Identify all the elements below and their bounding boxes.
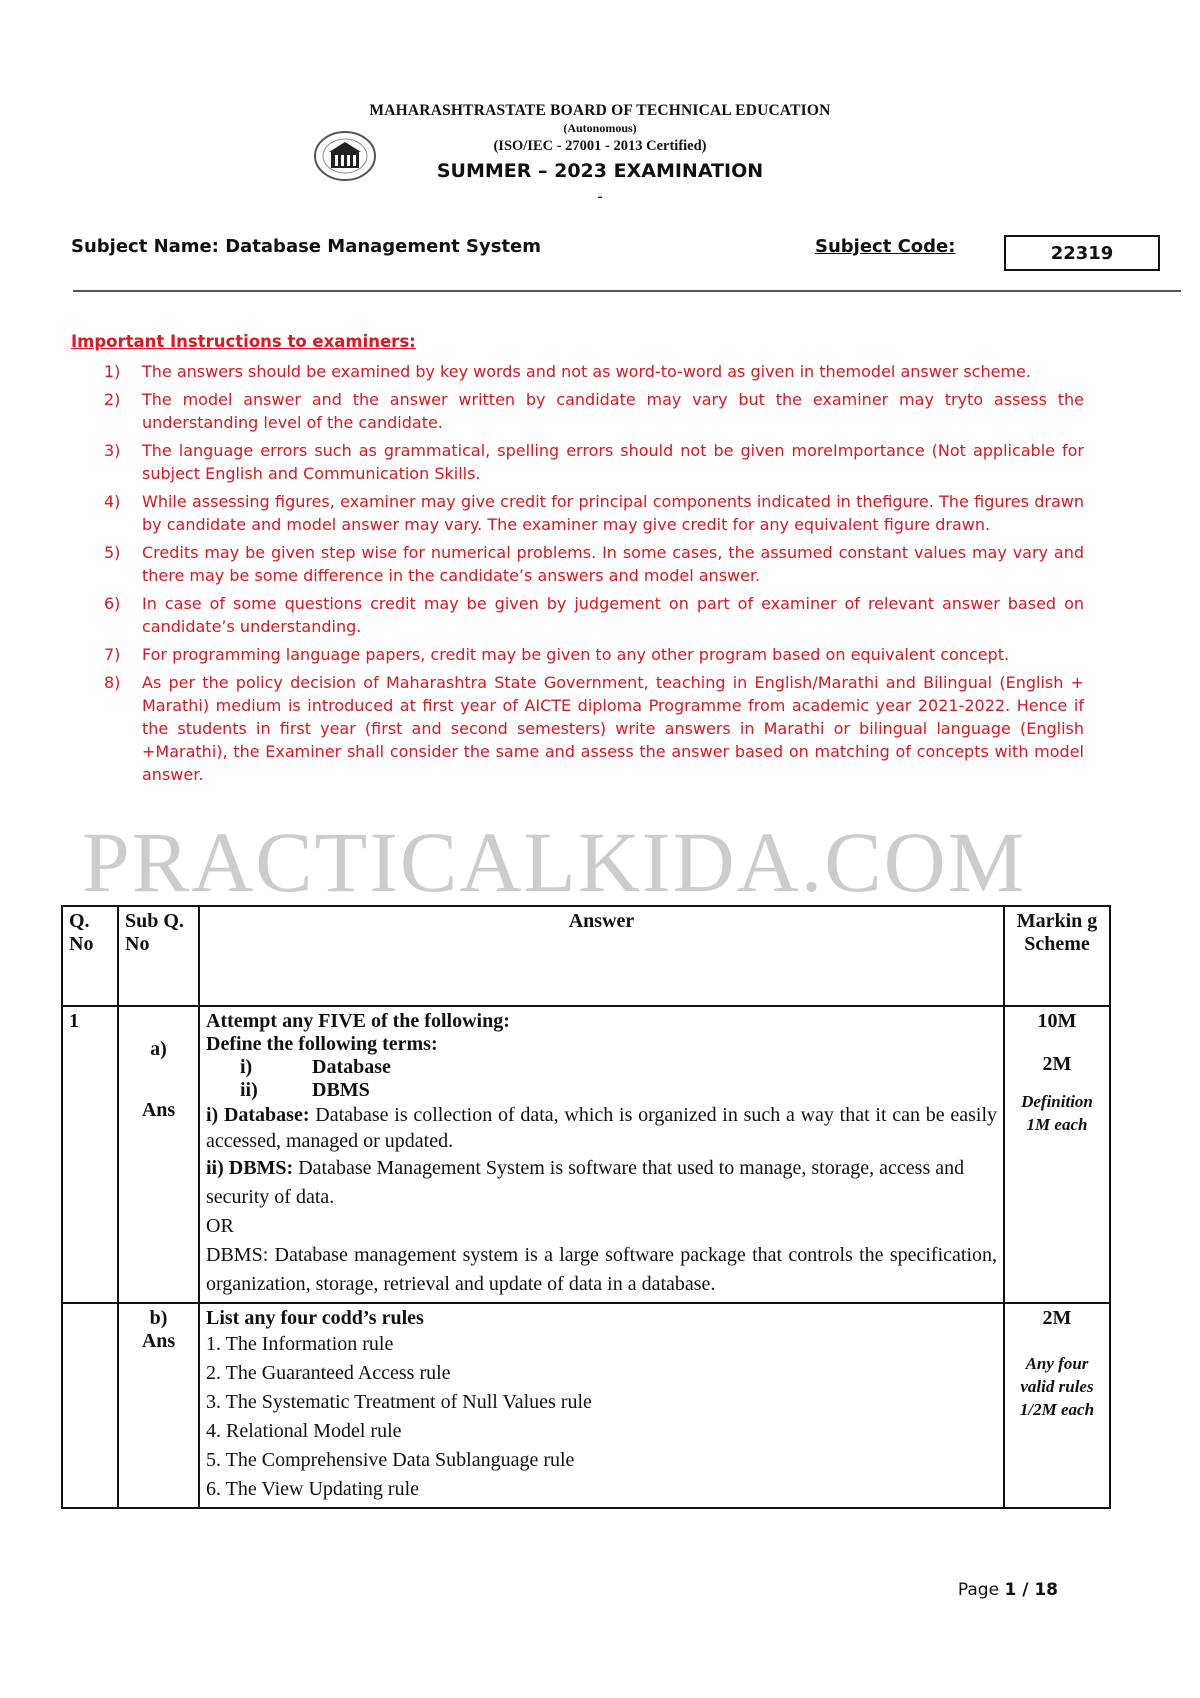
ans-label: Ans [141, 1099, 176, 1121]
ans-label: Ans [141, 1330, 176, 1352]
instruction-text: The answers should be examined by key words and not as word-to-word as given in themodel answer scheme. [142, 362, 1031, 381]
instruction-number: 6) [104, 594, 121, 613]
subject-name: Subject Name: Database Management System [71, 236, 542, 257]
instruction-number: 4) [104, 492, 121, 511]
instruction-number: 7) [104, 645, 121, 664]
instruction-text: The model answer and the answer written by candidate may vary but the examiner may tryto assess the understanding level of the candidate. [142, 390, 1084, 432]
question-number: 1 [62, 1006, 118, 1303]
attempt-instruction: Attempt any FIVE of the following: [206, 1010, 510, 1032]
list-item: 6. The View Updating rule [206, 1478, 420, 1500]
dbms-definition: ii) DBMS: Database Management System is software that used to manage, storage, access and security of data. [206, 1157, 965, 1208]
instruction-text: While assessing figures, examiner may give credit for principal components indicated in thefigure. The figures drawn by candidate and model answer may vary. The examiner may give credit for any equivalent figure drawn. [142, 492, 1084, 534]
exam-title: SUMMER – 2023 EXAMINATION [436, 160, 764, 182]
marks-total: 10M [1037, 1010, 1077, 1032]
col-marking-header: Markin g Scheme [1004, 906, 1110, 1006]
instruction-item [104, 592, 1084, 638]
subject-code-box: 22319 [1004, 235, 1160, 271]
col-answer-header: Answer [199, 906, 1004, 1006]
or-separator: OR [206, 1215, 234, 1237]
term-item: ii) DBMS [240, 1079, 370, 1101]
sub-question-label: a) [150, 1038, 167, 1060]
instruction-text: For programming language papers, credit may be given to any other program based on equivalent concept. [142, 645, 1010, 664]
subject-code-label: Subject Code: [815, 236, 956, 257]
instruction-text: In case of some questions credit may be given by judgement on part of examiner of relevant answer based on candidate’s understanding. [142, 594, 1084, 636]
term-item: i) Database [240, 1056, 391, 1078]
table-row [62, 1006, 1110, 1303]
answer-cell [199, 1006, 1004, 1303]
marking-cell [1004, 1303, 1110, 1508]
instruction-number: 1) [104, 362, 121, 381]
instruction-item [104, 643, 1084, 666]
table-row [62, 1303, 1110, 1508]
instructions-heading: Important Instructions to examiners: [71, 332, 416, 351]
instruction-number: 8) [104, 673, 121, 692]
marks-question: 2M [1042, 1307, 1072, 1329]
instruction-number: 3) [104, 441, 121, 460]
iso-certification: (ISO/IEC - 27001 - 2013 Certified) [493, 138, 707, 154]
question-number [62, 1303, 118, 1508]
sub-question-cell [118, 1303, 199, 1508]
instruction-number: 5) [104, 543, 121, 562]
marks-question: 2M [1042, 1053, 1072, 1075]
question-text: Define the following terms: [206, 1033, 438, 1055]
instructions-list [104, 360, 1084, 791]
board-title: MAHARASHTRASTATE BOARD OF TECHNICAL EDUCATION [369, 102, 831, 119]
instruction-item [104, 671, 1084, 786]
col-subqno-header: Sub Q. No [118, 906, 199, 1006]
dbms-alt-definition: DBMS: Database management system is a large software package that controls the specification, organization, storage, retrieval and update of data in a database. [206, 1244, 997, 1295]
sub-question-cell [118, 1006, 199, 1303]
question-text: List any four codd’s rules [206, 1307, 424, 1329]
instruction-item [104, 360, 1084, 383]
watermark: PRACTICALKIDA.COM [82, 814, 1027, 910]
database-definition: i) Database: Database is collection of data, which is organized in such a way that it can be easily accessed, managed or updated. [206, 1104, 998, 1152]
instruction-item [104, 388, 1084, 434]
page-number: Page 1 / 18 [957, 1580, 1058, 1600]
instruction-number: 2) [104, 390, 121, 409]
list-item: 4. Relational Model rule [206, 1420, 402, 1442]
list-item: 5. The Comprehensive Data Sublanguage rule [206, 1449, 575, 1471]
marking-note: Any four valid rules 1/2M each [1019, 1354, 1095, 1419]
autonomous-label: (Autonomous) [563, 121, 637, 135]
marking-cell [1004, 1006, 1110, 1303]
col-qno-header: Q. No [62, 906, 118, 1006]
list-item: 3. The Systematic Treatment of Null Values rule [206, 1391, 592, 1413]
marking-note: Definition 1M each [1021, 1092, 1093, 1134]
sub-question-label: b) [149, 1307, 168, 1329]
answer-cell [199, 1303, 1004, 1508]
instruction-item [104, 541, 1084, 587]
instruction-text: Credits may be given step wise for numerical problems. In some cases, the assumed constant values may vary and there may be some difference in the candidate’s answers and model answer. [142, 543, 1084, 585]
instruction-text: As per the policy decision of Maharashtra State Government, teaching in English/Marathi and Bilingual (English + Marathi) medium is introduced at first year of AICTE diploma Programme from academic year 2021-2022. Hence if the students in first year (first and second semesters) write answers in Marathi or bilingual language (English +Marathi), the Examiner shall consider the same and assess the answer based on matching of concepts with model answer. [142, 673, 1084, 784]
instruction-text: The language errors such as grammatical, spelling errors should not be given moreImportance (Not applicable for subject English and Communication Skills. [142, 441, 1084, 483]
instruction-item [104, 490, 1084, 536]
list-item: 1. The Information rule [206, 1333, 394, 1355]
table-header-row [62, 906, 1110, 1006]
header-dash: - [597, 188, 603, 205]
list-item: 2. The Guaranteed Access rule [206, 1362, 451, 1384]
header-divider [73, 290, 1181, 292]
answer-table [61, 905, 1111, 1509]
instruction-item [104, 439, 1084, 485]
